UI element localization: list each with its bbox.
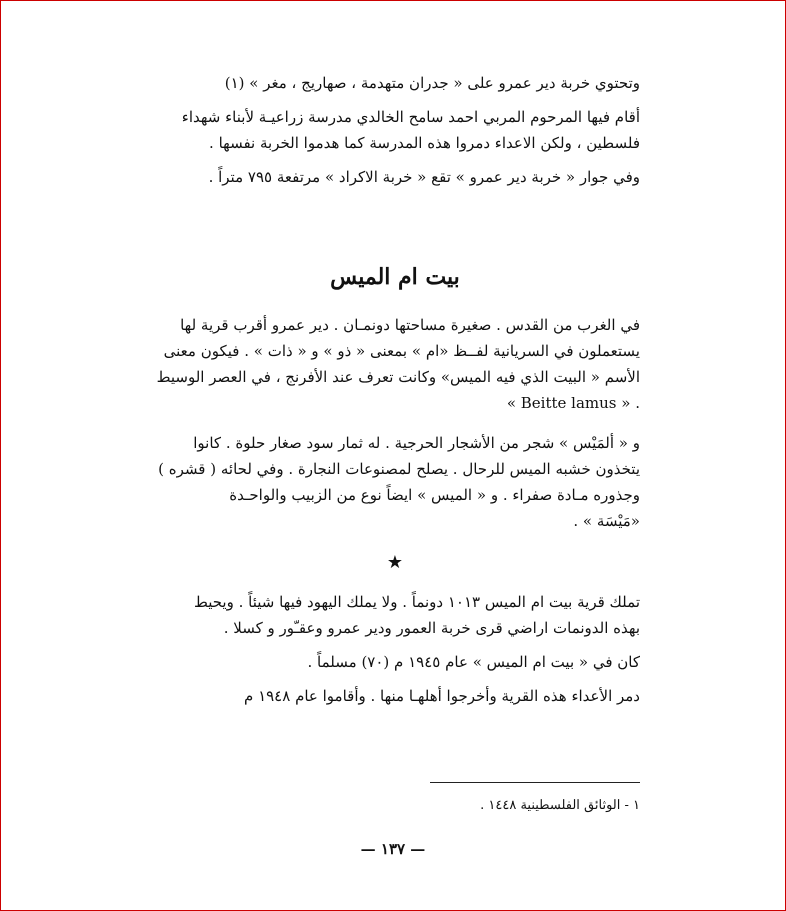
text-line: «مَيْسَة » . [573,512,640,530]
text-line: أقام فيها المرحوم المربي احمد سامح الخالدي مدرسة زراعيـة لأبناء شهداء [181,108,640,126]
footnote-divider [430,782,640,783]
page-number: — ١٣٧ — [360,840,426,858]
text-line: في الغرب من القدس . صغيرة مساحتها دونمـان . دير عمرو أقرب قرية لها [180,316,640,334]
text-line: الأسم « البيت الذي فيه الميس» وكانت تعرف عند الأفرنج ، في العصر الوسيط [156,368,640,386]
intro-paragraph [150,70,640,190]
paragraph-location [150,312,640,416]
document-page [150,70,640,709]
paragraph-destruction [150,683,640,709]
paragraph-land [150,589,640,641]
text-line: فلسطين ، ولكن الاعداء دمروا هذه المدرسة كما هدموا الخربة نفسها . [209,134,640,152]
text-line: وفي جوار « خربة دير عمرو » تقع « خربة الاكراد » مرتفعة ٧٩٥ متراً . [208,168,640,186]
section-title: بيت ام الميس [330,264,460,290]
text-line: يتخذون خشبه الميس للرحال . يصلح لمصنوعات النجارة . وفي لحائه ( قشره ) [158,460,640,478]
text-line: و « ألمَيْس » شجر من الأشجار الحرجية . له ثمار سود صغار حلوة . كانوا [193,434,640,452]
text-line: دمر الأعداء هذه القرية وأخرجوا أهلهـا منها . وأقاموا عام ١٩٤٨ م [244,687,640,705]
text-line: . « Beitte lamus » [506,394,640,412]
paragraph-population [150,649,640,675]
text-line: يستعملون في السريانية لفــظ «ام » بمعنى « ذو » و « ذات » . فيكون معنى [163,342,640,360]
paragraph-mays-tree [150,430,640,534]
star-separator: ★ [386,552,404,573]
text-line: تملك قرية بيت ام الميس ١٠١٣ دونماً . ولا يملك اليهود فيها شيئاً . ويحيط [193,593,640,611]
text-line: بهذه الدونمات اراضي قرى خربة العمور ودير عمرو وعقـّور و كسلا . [223,619,640,637]
text-line: كان في « بيت ام الميس » عام ١٩٤٥ م (٧٠) مسلماً . [307,653,640,671]
text-line: وتحتوي خربة دير عمرو على « جدران متهدمة ، صهاريج ، مغر » (١) [224,74,640,92]
text-line: وجذوره مـادة صفراء . و « الميس » ايضاً نوع من الزبيب والواحـدة [229,486,640,504]
footnote: ١ - الوثائق الفلسطينية ١٤٤٨ . [480,798,640,813]
